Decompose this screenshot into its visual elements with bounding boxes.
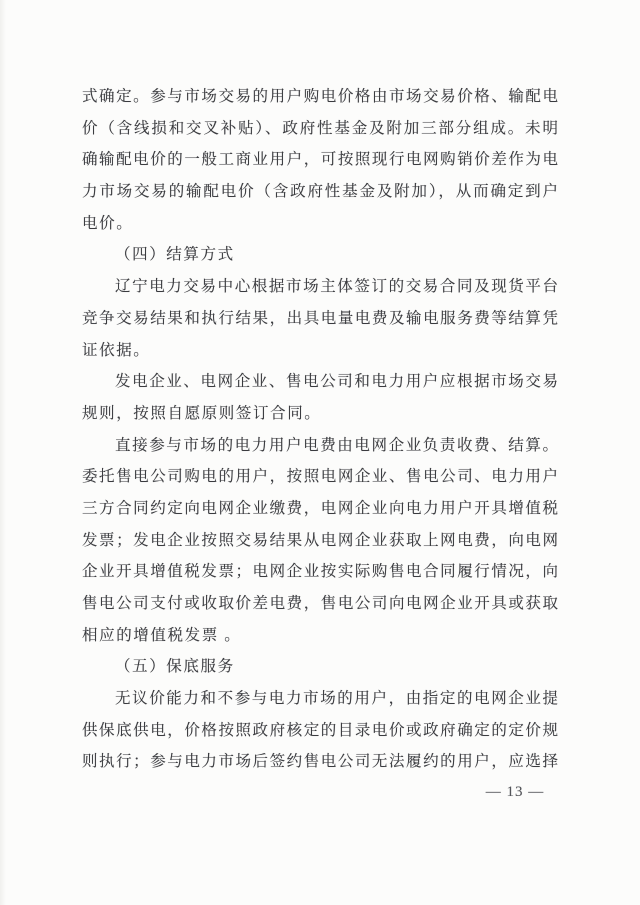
text-line: 委托售电公司购电的用户，按照电网企业、售电公司、电力用户 (82, 468, 558, 486)
text-line: 规则，按照自愿原则签订合同。 (82, 404, 322, 422)
text-line: 辽宁电力交易中心根据市场主体签订的交易合同及现货平台 (115, 278, 558, 296)
paragraph (82, 239, 558, 271)
text-line: 式确定。参与市场交易的用户购电价格由市场交易价格、输配电 (82, 88, 558, 105)
paragraph (82, 430, 558, 652)
text-line: 直接参与市场的电力用户电费由电网企业负责收费、结算。 (115, 436, 558, 454)
paragraph (82, 683, 558, 778)
text-line: 相应的增值税发票 。 (82, 626, 242, 644)
text-line: （五）保底服务 (115, 658, 235, 676)
text-line: 无议价能力和不参与电力市场的用户，由指定的电网企业提 (115, 690, 558, 708)
text-line: 确输配电价的一般工商业用户，可按照现行电网购销价差作为电 (82, 151, 558, 169)
document-body (82, 81, 558, 778)
text-line: 供保底供电，价格按照政府核定的目录电价或政府确定的定价规 (82, 721, 558, 739)
paragraph (82, 271, 558, 366)
text-line: 力市场交易的输配电价（含政府性基金及附加），从而确定到户 (82, 183, 558, 201)
text-line: （四）结算方式 (115, 246, 235, 264)
paragraph (82, 651, 558, 683)
paragraph (82, 81, 558, 239)
text-line: 三方合同约定向电网企业缴费，电网企业向电力用户开具增值税 (82, 499, 558, 517)
text-line: 竞争交易结果和执行结果，出具电量电费及输电服务费等结算凭 (82, 309, 558, 327)
text-line: 企业开具增值税发票；电网企业按实际购售电合同履行情况，向 (82, 563, 558, 581)
text-line: 发票；发电企业按照交易结果从电网企业获取上网电费，向电网 (82, 531, 558, 549)
page-number: — 13 — (485, 784, 545, 800)
paragraph (82, 366, 558, 429)
text-line: 售电公司支付或收取价差电费，售电公司向电网企业开具或获取 (82, 595, 558, 612)
text-line: 则执行；参与电力市场后签约售电公司无法履约的用户，应选择 (82, 753, 558, 771)
text-line: 证依据。 (82, 341, 151, 359)
text-line: 发电企业、电网企业、售电公司和电力用户应根据市场交易 (115, 373, 558, 391)
text-line: 电价。 (82, 214, 134, 232)
text-line: 价（含线损和交叉补贴）、政府性基金及附加三部分组成。未明 (82, 119, 558, 137)
